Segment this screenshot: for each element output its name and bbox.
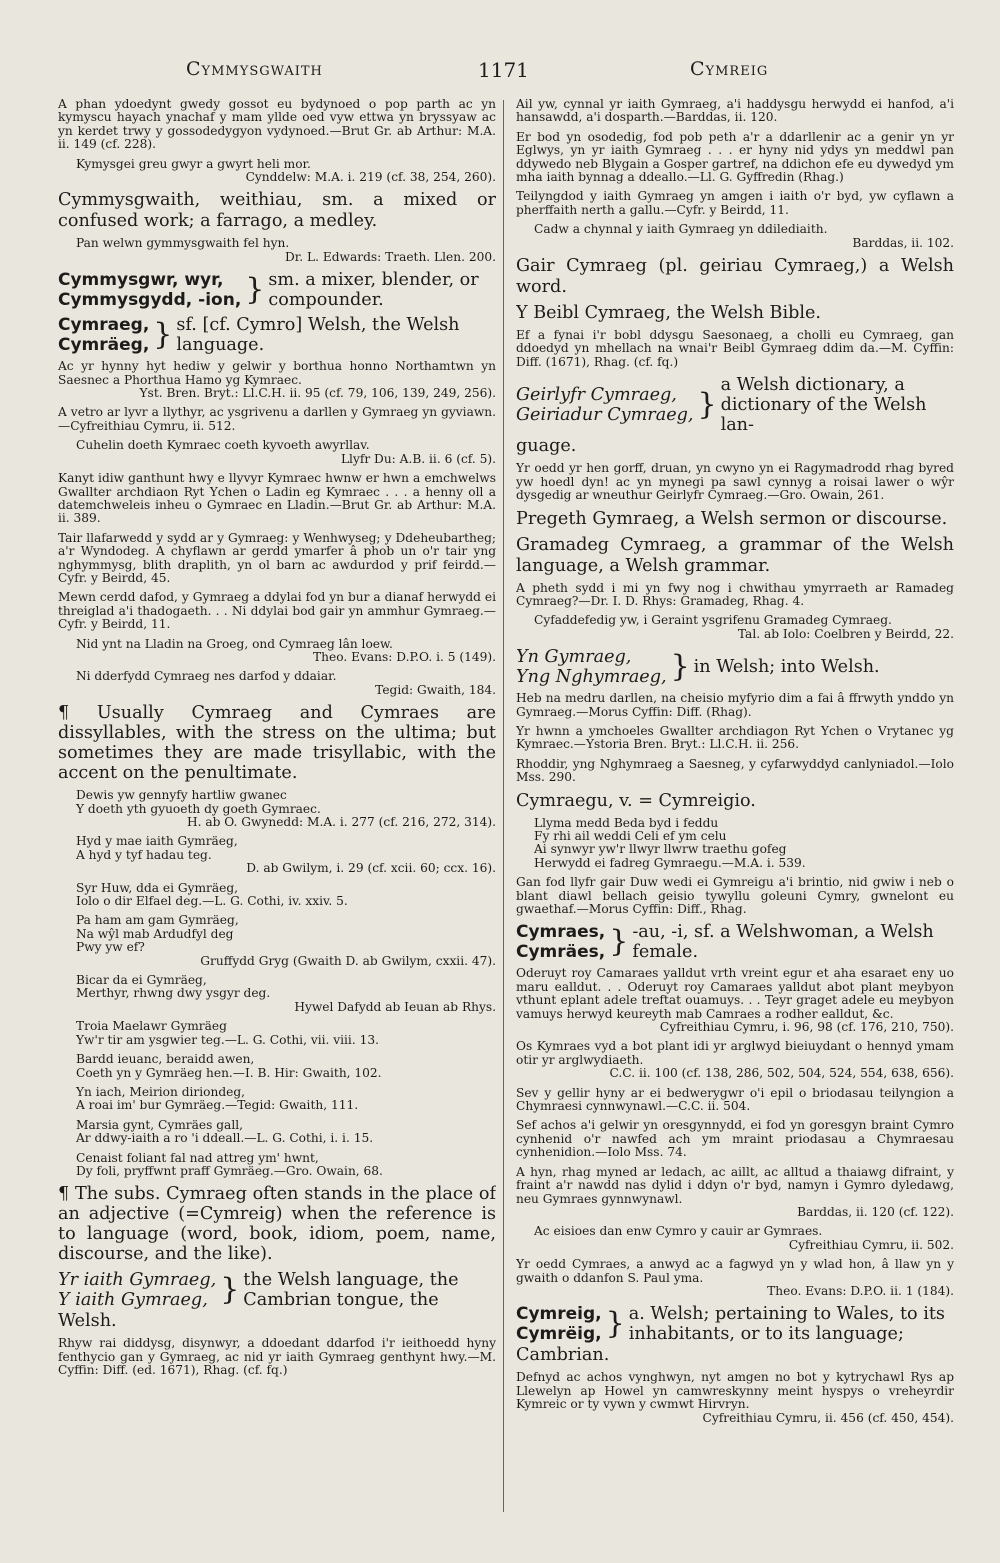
entry-gair-cymraeg: Gair Cymraeg (pl. geiriau Cymraeg,) a Welsh word.	[516, 256, 954, 298]
quotation-text: Oderuyt roy Camaraes yalldut vrth vreint egur et aha esaraet eny uo maru ealldut. . . Oderuyt roy Camaraes yalldut abot plant meybyon vthunt eplant adele treftat ouamuys. . . Teyr graget adele eu meybyon vamuys herwyd keureyth mab Camraes a rodher ealldut, &c.	[516, 966, 954, 1021]
quotation: Tair llafarwedd y sydd ar y Gymraeg: y Wenhwyseg; y Ddeheubartheg; a'r Wyndodeg. A chyflawn ar gerdd ymarfer â phob un o'r tair yng nghymmysg, blith draplith, yn ol barn ac awdurdod y prif feirdd.—Cyfr. y Beirdd, 45.	[58, 530, 496, 585]
headphrase: Yn Gymraeg,	[516, 647, 632, 668]
citation: H. ab O. Gwynedd: M.A. i. 277 (cf. 216, 272, 314).	[186, 815, 496, 829]
brace-glyph: }	[697, 387, 717, 423]
definition-tail: Welsh.	[58, 1311, 117, 1332]
quotation	[58, 237, 496, 264]
verse-line: Ai synwyr yw'r llwyr llwrw traethu gofeg	[534, 842, 787, 857]
headphrase: Geiriadur Cymraeg,	[516, 405, 694, 426]
quotation	[516, 1371, 954, 1425]
headphrase: Yng Nghymraeg,	[516, 667, 667, 688]
verse-line: Pa ham am gam Gymräeg,	[76, 913, 239, 928]
verse-line: Herwydd ei fadreg Gymraegu.—M.A. i. 539.	[534, 855, 806, 870]
entry-cymmysgwr	[58, 270, 496, 310]
verse-line: Pwy yw ef?	[76, 940, 145, 955]
citation: Barddas, ii. 102.	[852, 235, 954, 250]
entry-cymraegu: Cymraegu, v. = Cymreigio.	[516, 790, 756, 811]
quotation	[516, 1166, 954, 1220]
right-column	[516, 98, 954, 1518]
definition: sf. [cf. Cymro] Welsh, the Welsh language.	[176, 315, 460, 356]
headphrase: Yr iaith Gymraeg,	[58, 1270, 217, 1291]
quotation	[516, 223, 954, 250]
headword: Cymraeg,	[58, 315, 150, 336]
verse-line: Coeth yn y Gymräeg hen.—I. B. Hir: Gwaith, 102.	[76, 1065, 382, 1080]
citation: Tegid: Gwaith, 184.	[375, 682, 496, 697]
definition: sm. a mixer, blender, or compounder.	[268, 270, 479, 311]
verse-line: Dewis yw gennyfy hartliw gwanec	[76, 788, 287, 803]
verse-quotation	[58, 882, 496, 909]
quotation	[516, 1258, 954, 1298]
quotation: Yr hwnn a ymchoeles Gwallter archdiagon Ryt Ychen o Vrytanec yg Kymraec.—Ystoria Bren. Bryt.: Ll.C.H. ii. 256.	[516, 723, 954, 752]
quotation: A phan ydoedynt gwedy gossot eu bydynoed o pop parth ac yn kymyscu hayach ynachaf y mam yllde oed vyw ettwa yn bryssyaw ac yn kerdet trwy y gossodedygyon vydynoed.—Brut Gr. ab Arthur: M.A. ii. 149 (cf. 228).	[58, 98, 496, 152]
verse-line: Dy foli, pryffwnt praff Gymräeg.—Gro. Owain, 68.	[76, 1163, 383, 1178]
verse-line: Pan welwn gymmysgwaith fel hyn.	[76, 236, 290, 251]
verse-quotation	[58, 1119, 496, 1146]
verse-line: Cuhelin doeth Kymraec coeth kyvoeth awyrllav.	[76, 438, 370, 453]
verse-line: Troia Maelawr Gymräeg	[76, 1019, 227, 1034]
definition: a. Welsh; pertaining to Wales, to its inhabitants, or to its language;	[628, 1304, 945, 1345]
verse-line: Merthyr, rhwng dwy ysgyr deg.	[76, 986, 271, 1001]
brace-glyph: }	[605, 1306, 625, 1342]
verse-line: Cadw a chynnal y iaith Gymraeg yn ddilediaith.	[534, 222, 828, 237]
brace-glyph: }	[153, 317, 173, 353]
headword: Cymraes,	[516, 922, 606, 943]
header-right-word: Cymreig	[690, 58, 769, 80]
headphrase: Geirlyfr Cymraeg,	[516, 385, 677, 406]
quotation: Teilyngdod y iaith Gymraeg yn amgen i iaith o'r byd, yw cyflawn a pherffaith nerth a gallu.—Cyfr. y Beirdd, 11.	[516, 189, 954, 217]
verse-line: Yw'r tir am ysgwier teg.—L. G. Cothi, vii. viii. 13.	[76, 1032, 379, 1047]
quotation	[58, 670, 496, 697]
citation: Gruffydd Gryg (Gwaith D. ab Gwilym, cxxii. 47).	[200, 953, 496, 968]
quotation: Rhyw rai diddysg, disynwyr, a ddoedant ddarfod i'r ieithoedd hyny fenthycio gan y Gymraeg, ac nid yr iaith Gymraeg genthynt hwy.—M. Cyffin: Diff. (ed. 1671), Rhag. (cf. fq.)	[58, 1336, 496, 1378]
brace-glyph: }	[245, 272, 265, 308]
citation: Tal. ab Iolo: Coelbren y Beirdd, 22.	[737, 626, 954, 641]
usage-note: ¶ Usually Cymraeg and Cymraes are dissyllables, with the stress on the ultima; but sometimes they are made trisyllabic, with the accent on the penultimate.	[58, 703, 496, 784]
running-header	[0, 58, 1000, 88]
quotation-text: Defnyd ac achos vynghwyn, nyt amgen no bot y kytrychawl Rys ap Llewelyn ap Howel yn camwreskynny meint hyspys o vreheyrdir Kymreic or ty vywn y cwmwt Hirvryn.	[516, 1370, 954, 1412]
quotation	[58, 638, 496, 665]
citation: Cyfreithiau Cymru, ii. 456 (cf. 450, 454).	[702, 1410, 954, 1425]
quotation: Sev y gellir hyny ar ei bedwerygwr o'i epil o briodasau teilyngion a Chymraesi cynnwynawl.—C.C. ii. 504.	[516, 1085, 954, 1114]
quotation: A vetro ar lyvr a llythyr, ac ysgrivenu a darllen y Gymraeg yn gyviawn.—Cyfreithiau Cymru, ii. 512.	[58, 405, 496, 433]
entry-yr-iaith-gymraeg	[58, 1270, 496, 1310]
entry-y-beibl-cymraeg: Y Beibl Cymraeg, the Welsh Bible.	[516, 303, 821, 324]
entry-cymraeg	[58, 315, 496, 355]
headphrase: Y iaith Gymraeg,	[58, 1290, 208, 1311]
verse-line: Syr Huw, dda ei Gymräeg,	[76, 880, 239, 895]
verse-quotation	[58, 789, 496, 829]
verse-line: Marsia gynt, Cymräes gall,	[76, 1117, 243, 1132]
headword: Cymräes,	[516, 942, 606, 963]
verse-quotation	[58, 835, 496, 875]
quotation	[58, 360, 496, 400]
citation: Dr. L. Edwards: Traeth. Llen. 200.	[285, 249, 496, 264]
quotation-text: Yr oedd Cymraes, a anwyd ac a fagwyd yn y wlad hon, â llaw yn y gwaith o ddanfon S. Paul yma.	[516, 1257, 954, 1285]
quotation	[516, 1225, 954, 1252]
entry-geirlyfr-cymraeg	[516, 375, 954, 435]
entry-cymraes	[516, 922, 954, 962]
entry-gramadeg-cymraeg: Gramadeg Cymraeg, a grammar of the Welsh language, a Welsh grammar.	[516, 534, 954, 576]
headword: Cymmysgydd, -ion,	[58, 290, 242, 311]
citation: Theo. Evans: D.P.O. ii. 1 (184).	[767, 1283, 954, 1298]
usage-note: ¶ The subs. Cymraeg often stands in the place of an adjective (=Cymreig) when the reference is to language (word, book, idiom, poem, name, discourse, and the like).	[58, 1184, 496, 1265]
brace-glyph: }	[609, 924, 629, 960]
quotation: Yr oedd yr hen gorff, druan, yn cwyno yn ei Ragymadrodd rhag byred yw hoedl dyn! ac yn mynegi pa sawl cynnyg a roisai lawer o wŷr dysgedig ar wneuthur Geirlyfr Cymraeg.—Gro. Owain, 261.	[516, 461, 954, 503]
definition-tail: Cambrian.	[516, 1345, 610, 1366]
verse-quotation	[58, 1086, 496, 1113]
quotation: Ail yw, cynnal yr iaith Gymraeg, a'i haddysgu herwydd ei hanfod, a'i hansawdd, a'i dosparth.—Barddas, ii. 120.	[516, 98, 954, 125]
headword: Cymrëig,	[516, 1324, 602, 1345]
entry-cymmysgwaith: Cymmysgwaith, weithiau, sm. a mixed or confused work; a farrago, a medley.	[58, 190, 496, 232]
verse-line: Iolo o dir Elfael deg.—L. G. Cothi, iv. xxiv. 5.	[76, 894, 348, 909]
verse-line: Yn iach, Meirion diriondeg,	[76, 1084, 246, 1099]
quotation: Er bod yn osodedig, fod pob peth a'r a ddarllenir ac a genir yn yr Eglwys, yn yr iaith Gymraeg . . . er hyny nid ydys yn meddwl pan ddywedo neb Blygain a Gosper gartref, na ddichon efe eu dywedyd ym mha iaith bynnag a ddeallo.—Ll. G. Gyffredin (Rhag.)	[516, 129, 954, 185]
verse-quotation	[58, 974, 496, 1014]
citation: Yst. Bren. Bryt.: Ll.C.H. ii. 95 (cf. 79, 106, 139, 249, 256).	[139, 386, 496, 401]
quotation	[516, 967, 954, 1034]
citation: D. ab Gwilym, i. 29 (cf. xcii. 60; ccx. 16).	[246, 861, 496, 876]
entry-yn-gymraeg	[516, 647, 954, 687]
quotation	[58, 439, 496, 466]
quotation	[58, 158, 496, 185]
verse-line: Kymysgei greu gwyr a gwyrt heli mor.	[76, 156, 311, 171]
quotation: Ef a fynai i'r bobl ddysgu Saesonaeg, a cholli eu Cymraeg, gan ddoedyd yn mhellach na wnai'r Beibl Gymraeg ddim da.—M. Cyffin: Diff. (1671), Rhag. (cf. fq.)	[516, 328, 954, 369]
verse-line: Cyfaddefedig yw, i Geraint ysgrifenu Gramadeg Cymraeg.	[534, 613, 892, 628]
header-left-word: Cymmysgwaith	[186, 58, 323, 80]
brace-glyph: }	[220, 1272, 240, 1308]
headword: Cymmysgwr, wyr,	[58, 270, 224, 291]
citation: Cyfreithiau Cymru, i. 96, 98 (cf. 176, 210, 750).	[659, 1020, 954, 1035]
definition: the Welsh language, the Cambrian tongue, the	[243, 1270, 459, 1311]
definition: a Welsh dictionary, a dictionary of the Welsh lan-	[720, 375, 927, 436]
verse-line: Hyd y mae iaith Gymräeg,	[76, 834, 238, 849]
verse-line: Bicar da ei Gymräeg,	[76, 973, 207, 988]
verse-quotation	[516, 817, 954, 871]
quotation	[516, 1040, 954, 1080]
verse-line: Nid ynt na Lladin na Groeg, ond Cymraeg lân loew.	[76, 636, 393, 651]
verse-quotation	[58, 1020, 496, 1047]
verse-quotation	[58, 1152, 496, 1179]
verse-line: Y doeth yth gyuoeth dy goeth Gymraec.	[76, 801, 321, 816]
quotation: Mewn cerdd dafod, y Gymraeg a ddylai fod yn bur a dianaf herwydd ei threiglad a'i thadogaeth. . . Ni ddylai bod gair yn ammhur Gymraeg.—Cyfr. y Beirdd, 11.	[58, 590, 496, 632]
quotation-text: Os Kymraes vyd a bot plant idi yr arglwyd bieiuydant o hennyd ymam otir yr arglwydiaeth.	[516, 1039, 954, 1067]
verse-line: Ac eisioes dan enw Cymro y cauir ar Gymraes.	[534, 1224, 823, 1239]
quotation: Kanyt idiw ganthunt hwy e llyvyr Kymraec hwnw er hwn a emchwelws Gwallter archdiaon Ryt Ychen o Ladin eg Kymraec . . . a henny oll a datemchweleis inheu o Gymraec en Lladin.—Brut Gr. ab Arthur: M.A. ii. 389.	[58, 471, 496, 526]
verse-line: A roai im' bur Gymräeg.—Tegid: Gwaith, 111.	[76, 1098, 359, 1113]
verse-line: Fy rhi ail weddi Celi ef ym celu	[534, 828, 727, 843]
verse-line: Llyma medd Beda byd i feddu	[534, 815, 719, 830]
citation: Barddas, ii. 120 (cf. 122).	[797, 1204, 954, 1219]
verse-line: Ni dderfydd Cymraeg nes darfod y ddaiar.	[76, 669, 337, 684]
left-column	[58, 98, 496, 1518]
verse-quotation	[58, 1053, 496, 1080]
entry-pregeth-gymraeg: Pregeth Gymraeg, a Welsh sermon or discourse.	[516, 508, 948, 529]
citation: Hywel Dafydd ab Ieuan ab Rhys.	[294, 999, 496, 1014]
definition: in Welsh; into Welsh.	[693, 657, 880, 678]
entry-cymreig	[516, 1304, 954, 1344]
page-number: 1171	[478, 58, 529, 82]
quotation-text: A hyn, rhag myned ar ledach, ac aillt, ac alltud a thaiawg difraint, y fraint a'r nawdd nas dylid i ddyn o'r byd, namyn i Gymro dyledawg, neu Gymraes gynnwynawl.	[516, 1164, 954, 1206]
citation: C.C. ii. 100 (cf. 138, 286, 502, 504, 524, 554, 638, 656).	[609, 1066, 954, 1081]
quotation: Sef achos a'i gelwir yn oresgynnydd, ei fod yn goresgyn braint Cymro cynhenid o'r nawfed ach ym mraint priodasau a Chymraesau cynhenidion.—Iolo Mss. 74.	[516, 1118, 954, 1160]
headword: Cymreig,	[516, 1304, 602, 1325]
definition-tail: guage.	[516, 436, 577, 457]
citation: Theo. Evans: D.P.O. i. 5 (149).	[313, 649, 496, 664]
quotation: Heb na medru darllen, na cheisio myfyrio dim a fai â ffrwyth ynddo yn Gymraeg.—Morus Cyffin: Diff. (Rhag).	[516, 691, 954, 719]
citation: Cyfreithiau Cymru, ii. 502.	[788, 1237, 954, 1252]
quotation: A pheth sydd i mi yn fwy nog i chwithau ymyrraeth ar Ramadeg Cymraeg?—Dr. I. D. Rhys: Gramadeg, Rhag. 4.	[516, 580, 954, 608]
definition: -au, -i, sf. a Welshwoman, a Welsh female.	[632, 922, 934, 963]
brace-glyph: }	[670, 649, 690, 685]
quotation: Gan fod llyfr gair Duw wedi ei Gymreigu a'i brintio, nid gwiw i neb o blant diawl bellach geisio tywyllu goleuni Cymry, gwnelont eu gwaethaf.—Morus Cyffin: Diff., Rhag.	[516, 875, 954, 916]
verse-line: Bardd ieuanc, beraidd awen,	[76, 1052, 255, 1067]
verse-line: Ar ddwy-iaith a ro 'i ddeall.—L. G. Cothi, i. i. 15.	[76, 1131, 374, 1146]
quotation-text: Ac yr hynny hyt hediw y gelwir y borthua honno Northamtwn yn Saesnec a Phorthua Hamo yg Kymraec.	[58, 359, 496, 387]
verse-line: A hyd y tyf hadau teg.	[76, 847, 212, 862]
quotation: Rhoddir, yng Nghymraeg a Saesneg, y cyfarwyddyd canlyniadol.—Iolo Mss. 290.	[516, 756, 954, 785]
verse-quotation	[58, 914, 496, 968]
citation: Llyfr Du: A.B. ii. 6 (cf. 5).	[340, 451, 496, 466]
quotation	[516, 614, 954, 641]
headword: Cymräeg,	[58, 335, 150, 356]
verse-line: Na wŷl mab Ardudfyl deg	[76, 926, 234, 941]
column-divider	[503, 100, 504, 1512]
verse-line: Cenaist foliant fal nad attreg ym' hwnt,	[76, 1150, 319, 1165]
citation: Cynddelw: M.A. i. 219 (cf. 38, 254, 260).	[245, 170, 496, 185]
